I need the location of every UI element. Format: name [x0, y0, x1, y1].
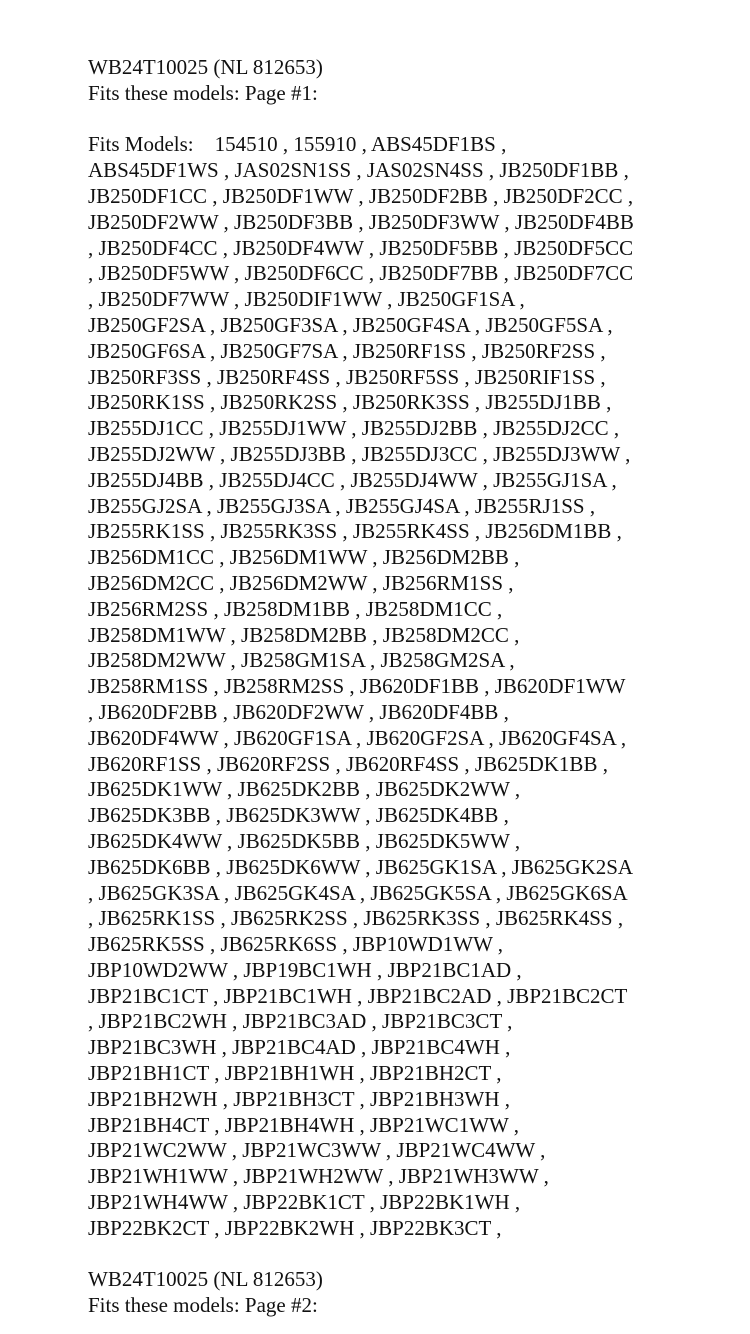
models-line: JB625RK5SS , JB625RK6SS , JBP10WD1WW , — [88, 932, 504, 957]
models-line: JBP21WH1WW , JBP21WH2WW , JBP21WH3WW , — [88, 1164, 549, 1189]
models-line: JB250RK1SS , JB250RK2SS , JB250RK3SS , JB255DJ1BB , — [88, 390, 612, 415]
paragraph-gap — [88, 1242, 738, 1268]
models-line: JB250RF3SS , JB250RF4SS , JB250RF5SS , JB250RIF1SS , — [88, 364, 606, 389]
models-line: , JB250DF7WW , JB250DIF1WW , JB250GF1SA , — [88, 287, 525, 312]
models-line: JB250DF2WW , JB250DF3BB , JB250DF3WW , JB250DF4BB — [88, 209, 634, 234]
models-line: JB255DJ1CC , JB255DJ1WW , JB255DJ2BB , JB255DJ2CC , — [88, 416, 620, 441]
models-line: JB255GJ2SA , JB255GJ3SA , JB255GJ4SA , JB255RJ1SS , — [88, 493, 596, 518]
models-line: JBP21WH4WW , JBP22BK1CT , JBP22BK1WH , — [88, 1190, 521, 1215]
models-line: JB625DK6BB , JB625DK6WW , JB625GK1SA , JB625GK2SA — [88, 854, 634, 879]
models-line: JBP21BH2WH , JBP21BH3CT , JBP21BH3WH , — [88, 1086, 511, 1111]
models-line: JB620RF1SS , JB620RF2SS , JB620RF4SS , JB625DK1BB , — [88, 751, 608, 776]
models-line: JBP21WC2WW , JBP21WC3WW , JBP21WC4WW , — [88, 1138, 546, 1163]
models-line: JB256DM2CC , JB256DM2WW , JB256RM1SS , — [88, 570, 514, 595]
models-line: JB625DK3BB , JB625DK3WW , JB625DK4BB , — [88, 803, 509, 828]
paragraph-gap — [88, 107, 738, 133]
models-line: JB250GF6SA , JB250GF7SA , JB250RF1SS , JB250RF2SS , — [88, 338, 606, 363]
models-line: JB620DF4WW , JB620GF1SA , JB620GF2SA , JB620GF4SA , — [88, 725, 627, 750]
page-label-page-2: Fits these models: Page #2: — [88, 1293, 318, 1318]
models-line: , JB250DF5WW , JB250DF6CC , JB250DF7BB , JB250DF7CC — [88, 261, 634, 286]
models-line: , JB250DF4CC , JB250DF4WW , JB250DF5BB , JB250DF5CC — [88, 235, 634, 260]
models-line: JB250GF2SA , JB250GF3SA , JB250GF4SA , JB250GF5SA , — [88, 312, 613, 337]
models-line: ABS45DF1WS , JAS02SN1SS , JAS02SN4SS , JB250DF1BB , — [88, 158, 629, 183]
models-line: JB625DK4WW , JB625DK5BB , JB625DK5WW , — [88, 828, 521, 853]
models-line: JB250DF1CC , JB250DF1WW , JB250DF2BB , JB250DF2CC , — [88, 183, 634, 208]
models-line: JB255DJ4BB , JB255DJ4CC , JB255DJ4WW , JB255GJ1SA , — [88, 467, 617, 492]
models-line: JBP21BH4CT , JBP21BH4WH , JBP21WC1WW , — [88, 1112, 519, 1137]
models-line: JB625DK1WW , JB625DK2BB , JB625DK2WW , — [88, 777, 521, 802]
models-line: JBP10WD2WW , JBP19BC1WH , JBP21BC1AD , — [88, 957, 522, 982]
models-line: JBP22BK2CT , JBP22BK2WH , JBP22BK3CT , — [88, 1215, 502, 1240]
part-header: WB24T10025 (NL 812653) — [88, 55, 323, 79]
fits-models-list — [88, 132, 738, 1241]
models-line: JBP21BC1CT , JBP21BC1WH , JBP21BC2AD , JBP21BC2CT — [88, 983, 628, 1008]
models-line: JB256RM2SS , JB258DM1BB , JB258DM1CC , — [88, 596, 503, 621]
models-line: , JBP21BC2WH , JBP21BC3AD , JBP21BC3CT , — [88, 1009, 513, 1034]
page-label: Fits these models: Page #1: — [88, 80, 318, 105]
models-line: , JB625RK1SS , JB625RK2SS , JB625RK3SS , JB625RK4SS , — [88, 906, 624, 931]
models-line: , JB625GK3SA , JB625GK4SA , JB625GK5SA , JB625GK6SA — [88, 880, 628, 905]
models-line: JB258DM2WW , JB258GM1SA , JB258GM2SA , — [88, 648, 515, 673]
models-line: , JB620DF2BB , JB620DF2WW , JB620DF4BB , — [88, 699, 509, 724]
models-line: JB258DM1WW , JB258DM2BB , JB258DM2CC , — [88, 622, 520, 647]
part-header-page-2: WB24T10025 (NL 812653) — [88, 1267, 323, 1292]
document-body — [88, 55, 738, 1319]
models-line: JB255RK1SS , JB255RK3SS , JB255RK4SS , JB256DM1BB , — [88, 519, 622, 544]
models-line: JBP21BH1CT , JBP21BH1WH , JBP21BH2CT , — [88, 1061, 502, 1086]
models-line: JBP21BC3WH , JBP21BC4AD , JBP21BC4WH , — [88, 1035, 511, 1060]
models-line: JB255DJ2WW , JB255DJ3BB , JB255DJ3CC , JB255DJ3WW , — [88, 441, 631, 466]
models-line: Fits Models: 154510 , 155910 , ABS45DF1BS , — [88, 132, 507, 157]
models-line: JB256DM1CC , JB256DM1WW , JB256DM2BB , — [88, 545, 520, 570]
models-line: JB258RM1SS , JB258RM2SS , JB620DF1BB , JB620DF1WW — [88, 674, 626, 699]
